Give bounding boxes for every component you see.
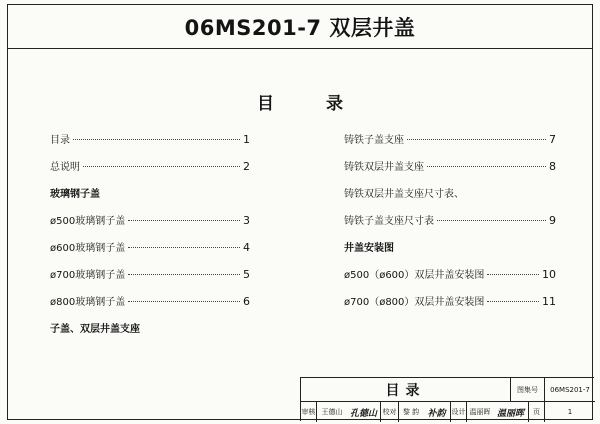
toc-heading-char-1: 目 bbox=[257, 94, 274, 114]
toc-entry-title: 子盖、双层井盖支座 bbox=[50, 324, 140, 335]
toc-leader-dots bbox=[128, 274, 240, 275]
toc-entry bbox=[50, 185, 250, 200]
toc-entry bbox=[344, 158, 556, 173]
toc-entry-title: 铸铁双层井盖支座尺寸表、 bbox=[344, 189, 464, 200]
toc-entry bbox=[344, 185, 556, 200]
toc-entry-page: 1 bbox=[243, 133, 250, 146]
toc-entry bbox=[50, 212, 250, 227]
toc-entry-title: 井盖安装图 bbox=[344, 243, 394, 254]
drawing-sheet bbox=[7, 4, 593, 420]
toc-leader-dots bbox=[487, 274, 539, 275]
toc-entry bbox=[344, 293, 556, 308]
sheet-title: 06MS201-7 双层井盖 bbox=[184, 15, 416, 40]
toc-entry-page: 4 bbox=[243, 241, 250, 254]
page-number: 1 bbox=[567, 408, 573, 416]
toc-entry-title: ø700（ø800）双层井盖安装图 bbox=[344, 297, 485, 308]
toc-leader-dots bbox=[487, 301, 539, 302]
toc-entry-title: ø500（ø600）双层井盖安装图 bbox=[344, 270, 485, 281]
atlas-number-label: 图集号 bbox=[511, 378, 545, 402]
toc-leader-dots bbox=[128, 301, 240, 302]
reviewer-name: 王德山 bbox=[321, 408, 343, 416]
toc-leader-dots bbox=[83, 166, 240, 167]
toc-entry-title: ø800玻璃钢子盖 bbox=[50, 297, 126, 308]
toc-entry bbox=[50, 293, 250, 308]
toc-entry-title: ø700玻璃钢子盖 bbox=[50, 270, 126, 281]
title-block bbox=[300, 377, 594, 421]
toc-entry-page: 11 bbox=[542, 295, 556, 308]
toc-entry-page: 9 bbox=[549, 214, 556, 227]
toc-entry bbox=[50, 320, 250, 335]
toc-leader-dots bbox=[73, 139, 240, 140]
title-block-title: 目录 bbox=[301, 378, 511, 402]
checker-signature: 补韵 bbox=[423, 402, 451, 422]
toc-entry-page: 7 bbox=[549, 133, 556, 146]
page-label: 页 bbox=[529, 402, 545, 422]
design-label: 设计 bbox=[451, 402, 467, 422]
toc-entry-title: ø600玻璃钢子盖 bbox=[50, 243, 126, 254]
toc-entry bbox=[344, 266, 556, 281]
toc-leader-dots bbox=[128, 247, 240, 248]
toc-entry bbox=[344, 212, 556, 227]
toc-entry bbox=[50, 266, 250, 281]
review-label: 审核 bbox=[301, 402, 317, 422]
toc-entry-title: 总说明 bbox=[50, 162, 80, 173]
toc-entry-page: 6 bbox=[243, 295, 250, 308]
title-block-signatures bbox=[301, 402, 594, 422]
toc-entry-title: 铸铁双层井盖支座 bbox=[344, 162, 424, 173]
toc-entry-title: 铸铁子盖支座 bbox=[344, 135, 404, 146]
toc-entry bbox=[50, 239, 250, 254]
toc-entry bbox=[344, 239, 556, 254]
toc-entry-page: 8 bbox=[549, 160, 556, 173]
toc-entry-title: 目录 bbox=[50, 135, 70, 146]
designer-signature: 温丽晖 bbox=[493, 402, 529, 422]
toc-entry-page: 2 bbox=[243, 160, 250, 173]
checker-name: 黎 韵 bbox=[402, 408, 420, 416]
sheet-header bbox=[8, 5, 592, 49]
toc-leader-dots bbox=[128, 220, 240, 221]
toc-heading bbox=[8, 89, 592, 114]
toc-entry-title: 铸铁子盖支座尺寸表 bbox=[344, 216, 434, 227]
reviewer-signature: 孔德山 bbox=[347, 402, 381, 422]
toc-leader-dots bbox=[437, 220, 546, 221]
toc-entry bbox=[50, 158, 250, 173]
toc-heading-char-2: 录 bbox=[326, 94, 343, 114]
designer-name: 温丽晖 bbox=[469, 408, 491, 416]
toc-entry-title: 玻璃钢子盖 bbox=[50, 189, 100, 200]
toc-entry bbox=[344, 131, 556, 146]
toc-entry-page: 5 bbox=[243, 268, 250, 281]
atlas-number: 06MS201-7 bbox=[545, 378, 595, 402]
toc-entry-page: 3 bbox=[243, 214, 250, 227]
check-label: 校对 bbox=[381, 402, 399, 422]
toc-leader-dots bbox=[427, 166, 546, 167]
toc-entry-page: 10 bbox=[542, 268, 556, 281]
toc-entry-title: ø500玻璃钢子盖 bbox=[50, 216, 126, 227]
toc-leader-dots bbox=[407, 139, 546, 140]
toc-entry bbox=[50, 131, 250, 146]
